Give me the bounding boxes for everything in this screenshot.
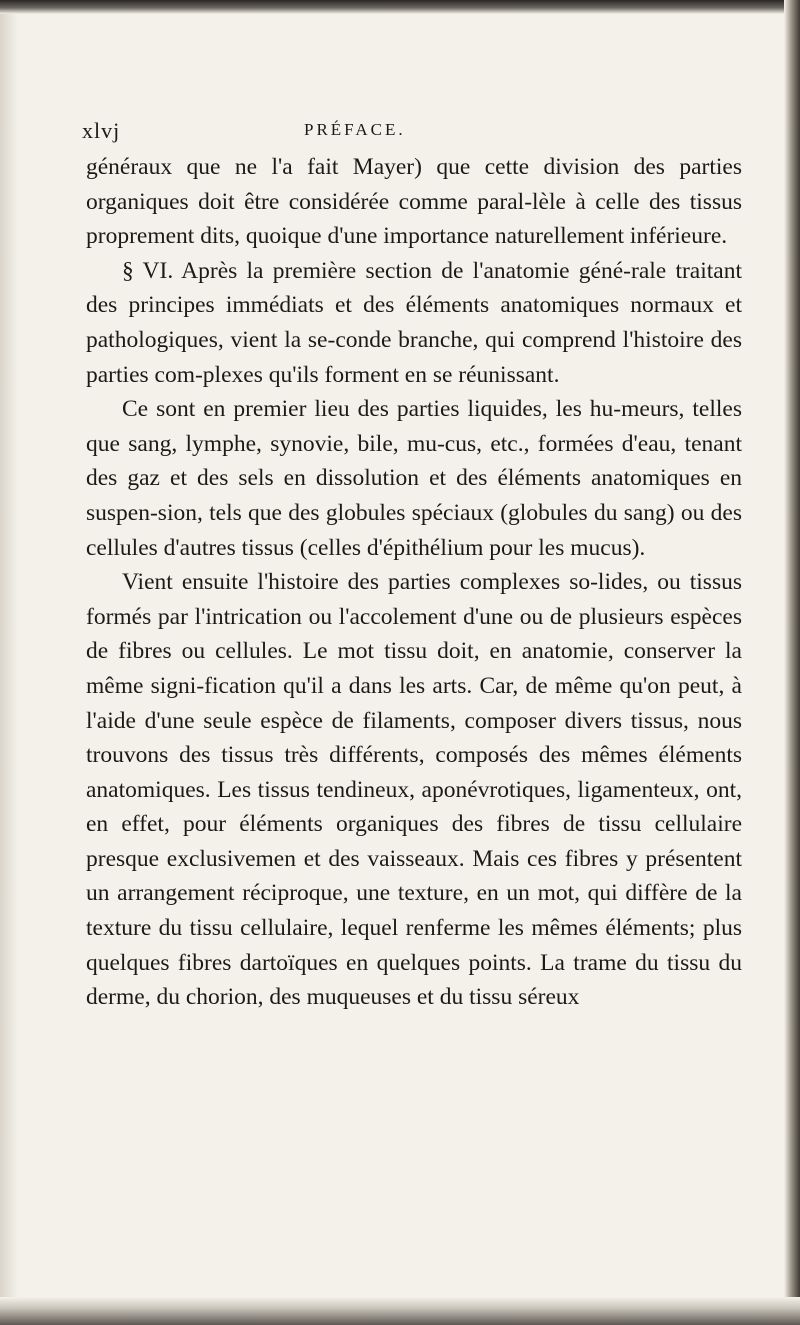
page-number: xlvj — [82, 118, 121, 143]
running-head: PRÉFACE. — [304, 120, 406, 139]
paragraph-section-vi: § VI. Après la première section de l'anatomie géné-rale traitant des principes immédiats et des éléments anatomiques normaux et pathologiques, vient la se-conde branche, qui comprend l'histoire des parties com-plexes qu'ils forment en se réunissant. — [86, 257, 742, 388]
page-shadow-left — [0, 0, 18, 1325]
paragraph-continuation: généraux que ne l'a fait Mayer) que cette division des parties organiques doit être considérée comme paral-lèle à celle des tissus proprement dits, quoique d'une importance naturellement inférieure. — [86, 154, 742, 250]
page-edge-top — [0, 0, 800, 14]
body-text — [86, 150, 742, 1015]
paragraph-tissus: Vient ensuite l'histoire des parties complexes so-lides, ou tissus formés par l'intrication ou l'accolement d'une ou de plusieurs espèces de fibres ou cellules. Le mot tissu doit, en anatomie, conserver la même signi-fication qu'il a dans les arts. Car, de même qu'on peut, à l'aide d'une seule espèce de filaments, composer divers tissus, nous trouvons des tissus très différents, composés des mêmes éléments anatomiques. Les tissus tendineux, aponévrotiques, ligamenteux, ont, en effet, pour éléments organiques des fibres de tissu cellulaire presque exclusivemen et des vaisseaux. Mais ces fibres y présentent un arrangement réciproque, une texture, en un mot, qui diffère de la texture du tissu cellulaire, lequel renferme les mêmes éléments; plus quelques fibres dartoïques en quelques points. La trame du tissu du derme, du chorion, des muqueuses et du tissu séreux — [86, 569, 742, 1011]
page-edge-bottom — [0, 1297, 800, 1325]
paragraph-humeurs: Ce sont en premier lieu des parties liquides, les hu-meurs, telles que sang, lymphe, synovie, bile, mu-cus, etc., formées d'eau, tenant des gaz et des sels en dissolution et des éléments anatomiques en suspen-sion, tels que des globules spéciaux (globules du sang) ou des cellules d'autres tissus (celles d'épithélium pour les mucus). — [86, 396, 742, 561]
page-edge-right — [784, 0, 800, 1325]
page-header — [82, 118, 722, 148]
